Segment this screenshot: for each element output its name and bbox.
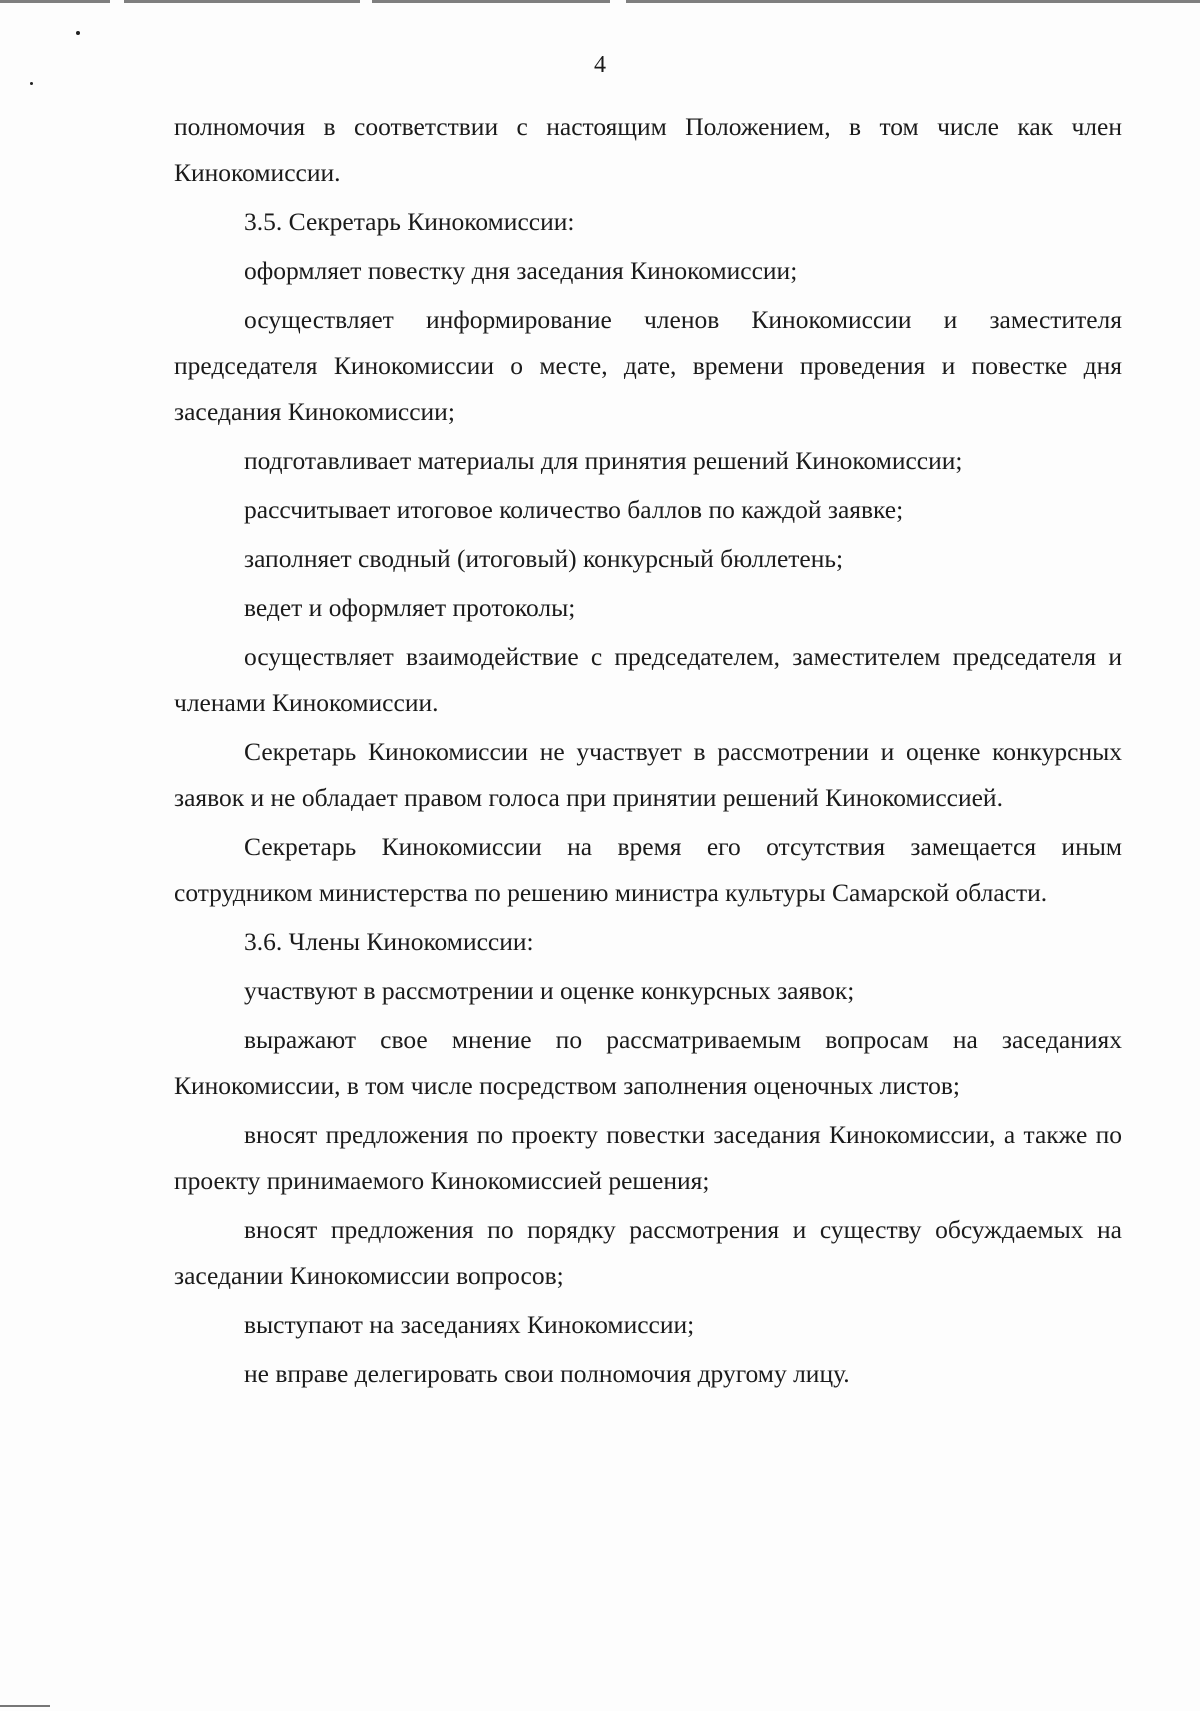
paragraph: подготавливает материалы для принятия решений Кинокомиссии; [244, 446, 963, 475]
page-number: 4 [594, 52, 606, 78]
paragraph: Секретарь Кинокомиссии не участвует в рассмотрении и оценке конкурсных заявок и не обладает правом голоса при принятии решений Кинокомиссией. [174, 737, 1122, 812]
section-heading: 3.5. Секретарь Кинокомиссии: [244, 207, 575, 236]
paragraph: заполняет сводный (итоговый) конкурсный бюллетень; [244, 544, 844, 573]
paragraph: оформляет повестку дня заседания Кинокомиссии; [244, 256, 798, 285]
paragraph: вносят предложения по порядку рассмотрения и существу обсуждаемых на заседании Кинокомиссии вопросов; [174, 1215, 1122, 1290]
paragraph: полномочия в соответствии с настоящим Положением, в том числе как член Кинокомиссии. [174, 112, 1122, 187]
paragraph: рассчитывает итоговое количество баллов по каждой заявке; [244, 495, 904, 524]
paragraph: ведет и оформляет протоколы; [244, 593, 576, 622]
paragraph: осуществляет взаимодействие с председателем, заместителем председателя и членами Кинокомиссии. [174, 642, 1122, 717]
scan-speck [30, 82, 33, 85]
scan-speck [76, 31, 80, 35]
scan-edge-bottom [0, 1705, 50, 1707]
paragraph: выступают на заседаниях Кинокомиссии; [244, 1310, 695, 1339]
scan-edge-top [0, 0, 1200, 3]
document-body [174, 104, 1122, 1400]
paragraph: Секретарь Кинокомиссии на время его отсутствия замещается иным сотрудником министерства по решению министра культуры Самарской области. [174, 832, 1122, 907]
paragraph: вносят предложения по проекту повестки заседания Кинокомиссии, а также по проекту принимаемого Кинокомиссией решения; [174, 1120, 1122, 1195]
paragraph: выражают свое мнение по рассматриваемым вопросам на заседаниях Кинокомиссии, в том числе посредством заполнения оценочных листов; [174, 1025, 1122, 1100]
paragraph: осуществляет информирование членов Кинокомиссии и заместителя председателя Кинокомиссии о месте, дате, времени проведения и повестке дня заседания Кинокомиссии; [174, 305, 1122, 426]
paragraph: участвуют в рассмотрении и оценке конкурсных заявок; [244, 976, 855, 1005]
paragraph: не вправе делегировать свои полномочия другому лицу. [244, 1359, 850, 1388]
section-heading: 3.6. Члены Кинокомиссии: [244, 927, 534, 956]
